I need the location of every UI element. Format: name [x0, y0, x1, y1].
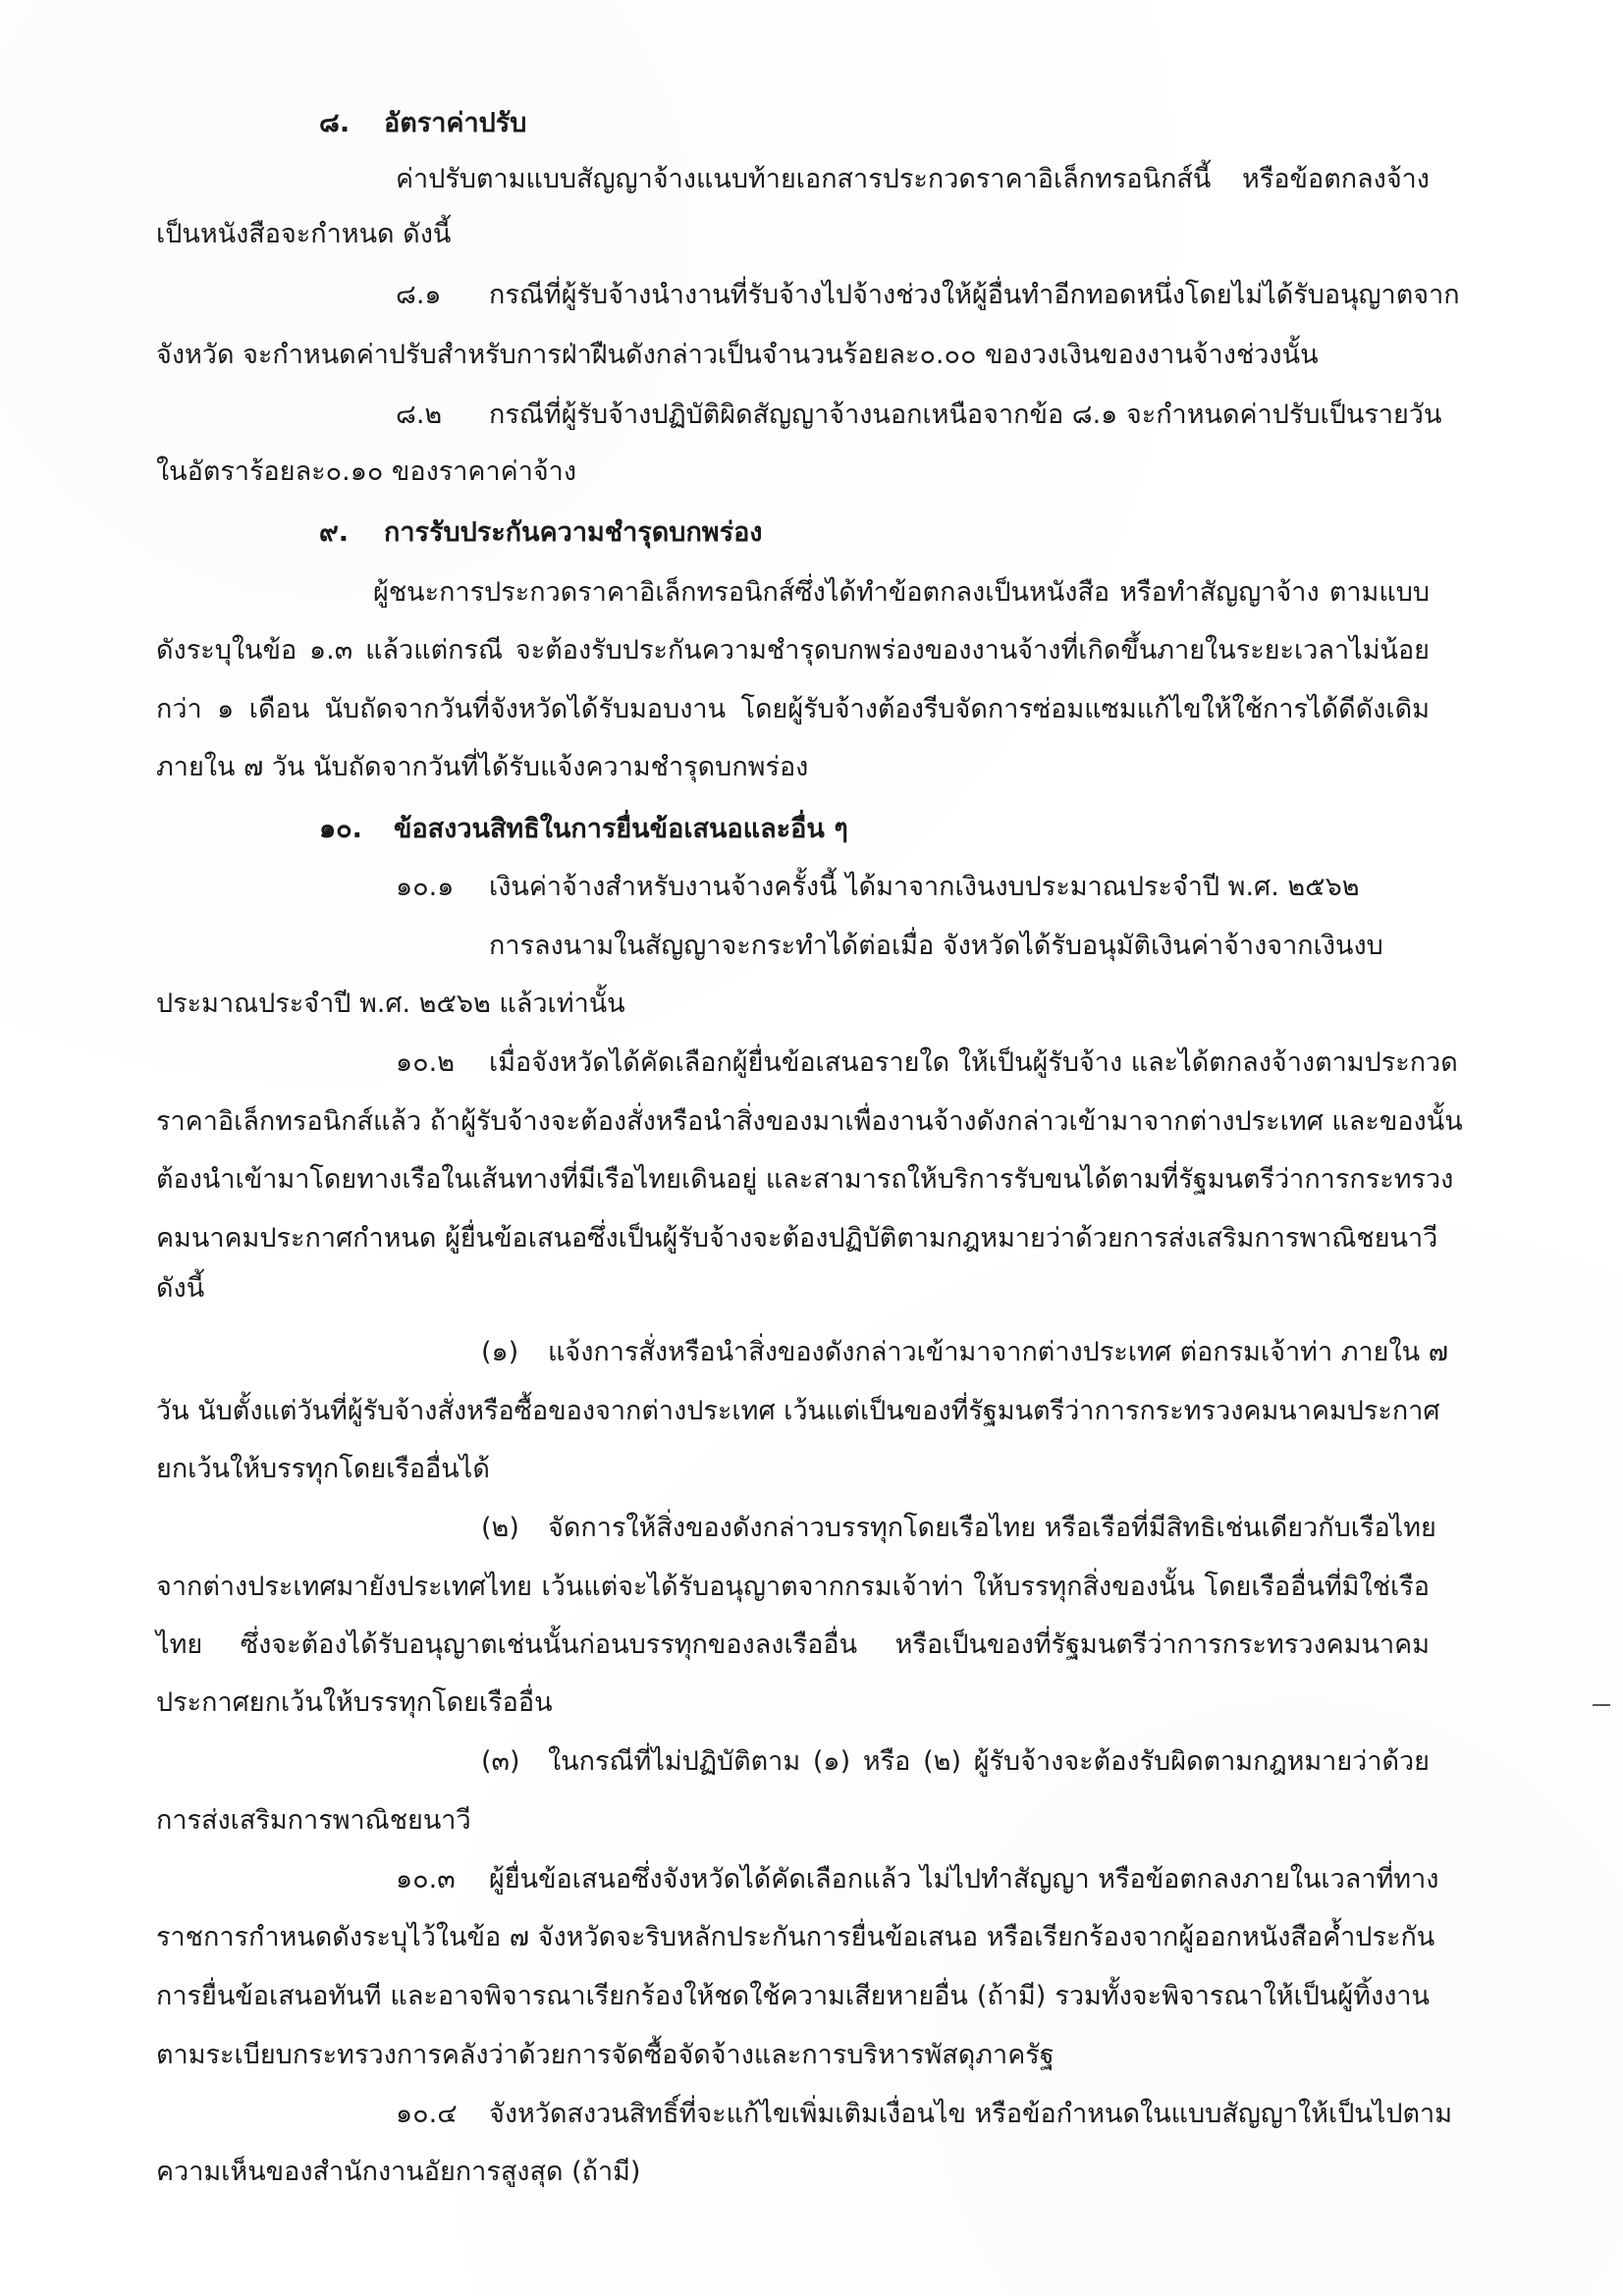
clause-8-1-line-1: กรณีที่ผู้รับจ้างนำงานที่รับจ้างไปจ้างช่วงให้ผู้อื่นทำอีกทอดหนึ่งโดยไม่ได้รับอนุญาตจาก	[489, 280, 1460, 310]
clause-10-3-number: ๑๐.๓	[396, 1864, 456, 1895]
clause-10-2-line-5: ดังนี้	[156, 1273, 205, 1304]
section-10-heading	[319, 810, 848, 849]
clause-10-3-line-3: การยื่นข้อเสนอทันที และอาจพิจารณาเรียกร้องให้ชดใช้ความเสียหายอื่น (ถ้ามี) รวมทั้งจะพิจารณาให้เป็นผู้ทิ้งงาน	[156, 1981, 1430, 2011]
section-8-intro-line-1: ค่าปรับตามแบบสัญญาจ้างแนบท้ายเอกสารประกวดราคาอิเล็กทรอนิกส์นี้ หรือข้อตกลงจ้าง	[396, 164, 1430, 194]
clause-10-1-line-3: ประมาณประจำปี พ.ศ. ๒๕๖๒ แล้วเท่านั้น	[156, 988, 625, 1019]
section-10-title: ข้อสงวนสิทธิในการยื่นข้อเสนอและอื่น ๆ	[394, 814, 848, 844]
item-3-line-2: การส่งเสริมการพาณิชยนาวี	[156, 1805, 471, 1836]
clause-10-1-line-2: การลงนามในสัญญาจะกระทำได้ต่อเมื่อ จังหวัดได้รับอนุมัติเงินค่าจ้างจากเงินงบ	[489, 931, 1383, 961]
section-9-line-3: กว่า ๑ เดือน นับถัดจากวันที่จังหวัดได้รับมอบงาน โดยผู้รับจ้างต้องรีบจัดการซ่อมแซมแก้ไขให้ใช้การได้ดีดังเดิม	[156, 694, 1430, 724]
clause-10-1-line-1: เงินค่าจ้างสำหรับงานจ้างครั้งนี้ ได้มาจากเงินงบประมาณประจำปี พ.ศ. ๒๕๖๒	[489, 872, 1360, 902]
clause-10-2-line-1: เมื่อจังหวัดได้คัดเลือกผู้ยื่นข้อเสนอรายใด ให้เป็นผู้รับจ้าง และได้ตกลงจ้างตามประกวด	[489, 1047, 1458, 1078]
clause-10-2-number: ๑๐.๒	[396, 1047, 455, 1078]
section-9-line-2: ดังระบุในข้อ ๑.๓ แล้วแต่กรณี จะต้องรับประกันความชำรุดบกพร่องของงานจ้างที่เกิดขึ้นภายในระยะเวลาไม่น้อย	[156, 635, 1430, 666]
item-2-line-4: ประกาศยกเว้นให้บรรทุกโดยเรืออื่น	[156, 1687, 553, 1718]
clause-8-2-line-1: กรณีที่ผู้รับจ้างปฏิบัติผิดสัญญาจ้างนอกเหนือจากข้อ ๘.๑ จะกำหนดค่าปรับเป็นรายวัน	[489, 400, 1442, 430]
section-9-line-1: ผู้ชนะการประกวดราคาอิเล็กทรอนิกส์ซึ่งได้ทำข้อตกลงเป็นหนังสือ หรือทำสัญญาจ้าง ตามแบบ	[373, 577, 1430, 608]
item-1-number: (๑)	[481, 1337, 519, 1367]
clause-10-2-line-4: คมนาคมประกาศกำหนด ผู้ยื่นข้อเสนอซึ่งเป็นผู้รับจ้างจะต้องปฏิบัติตามกฎหมายว่าด้วยการส่งเสริมการพาณิชยนาวี	[156, 1223, 1438, 1254]
section-8-intro-line-2: เป็นหนังสือจะกำหนด ดังนี้	[156, 219, 452, 249]
section-9-title: การรับประกันความชำรุดบกพร่อง	[384, 517, 763, 548]
item-3-number: (๓)	[481, 1746, 520, 1777]
clause-10-3-line-4: ตามระเบียบกระทรวงการคลังว่าด้วยการจัดซื้อจัดจ้างและการบริหารพัสดุภาครัฐ	[156, 2040, 1055, 2070]
clause-10-4-line-2: ความเห็นของสำนักงานอัยการสูงสุด (ถ้ามี)	[156, 2157, 641, 2187]
clause-8-2-number: ๘.๒	[396, 400, 443, 430]
item-1-line-2: วัน นับตั้งแต่วันที่ผู้รับจ้างสั่งหรือซื้อของจากต่างประเทศ เว้นแต่เป็นของที่รัฐมนตรีว่าการกระทรวงคมนาคมประกาศ	[156, 1396, 1440, 1426]
clause-10-1-number: ๑๐.๑	[396, 872, 455, 902]
clause-8-1-number: ๘.๑	[396, 280, 442, 310]
item-2-line-2: จากต่างประเทศมายังประเทศไทย เว้นแต่จะได้รับอนุญาตจากกรมเจ้าท่า ให้บรรทุกสิ่งของนั้น โดยเรืออื่นที่มิใช่เรือ	[156, 1572, 1430, 1602]
item-1-line-1: แจ้งการสั่งหรือนำสิ่งของดังกล่าวเข้ามาจากต่างประเทศ ต่อกรมเจ้าท่า ภายใน ๗	[548, 1337, 1449, 1367]
section-9-number: ๙.	[319, 517, 350, 548]
section-9-heading	[319, 513, 763, 553]
section-8-title: อัตราค่าปรับ	[384, 108, 527, 138]
clause-10-2-line-3: ต้องนำเข้ามาโดยทางเรือในเส้นทางที่มีเรือไทยเดินอยู่ และสามารถให้บริการรับขนได้ตามที่รัฐมนตรีว่าการกระทรวง	[156, 1164, 1454, 1195]
scan-margin-mark	[1593, 1704, 1610, 1706]
item-3-line-1: ในกรณีที่ไม่ปฏิบัติตาม (๑) หรือ (๒) ผู้รับจ้างจะต้องรับผิดตามกฎหมายว่าด้วย	[548, 1746, 1430, 1777]
section-8-number: ๘.	[319, 108, 351, 138]
clause-10-4-line-1: จังหวัดสงวนสิทธิ์ที่จะแก้ไขเพิ่มเติมเงื่อนไข หรือข้อกำหนดในแบบสัญญาให้เป็นไปตาม	[489, 2099, 1453, 2129]
item-2-number: (๒)	[481, 1513, 519, 1543]
clause-8-2-line-2: ในอัตราร้อยละ๐.๑๐ ของราคาค่าจ้าง	[156, 456, 577, 487]
section-10-number: ๑๐.	[319, 814, 362, 844]
clause-10-4-number: ๑๐.๔	[396, 2099, 458, 2129]
item-1-line-3: ยกเว้นให้บรรทุกโดยเรืออื่นได้	[156, 1454, 490, 1484]
item-2-line-3: ไทย ซึ่งจะต้องได้รับอนุญาตเช่นนั้นก่อนบรรทุกของลงเรืออื่น หรือเป็นของที่รัฐมนตรีว่าการกระทรวงคมนาคม	[156, 1629, 1430, 1660]
section-9-line-4: ภายใน ๗ วัน นับถัดจากวันที่ได้รับแจ้งความชำรุดบกพร่อง	[156, 752, 809, 782]
clause-8-1-line-2: จังหวัด จะกำหนดค่าปรับสำหรับการฝ่าฝืนดังกล่าวเป็นจำนวนร้อยละ๐.๐๐ ของวงเงินของงานจ้างช่วงนั้น	[156, 340, 1319, 370]
clause-10-3-line-2: ราชการกำหนดดังระบุไว้ในข้อ ๗ จังหวัดจะริบหลักประกันการยื่นข้อเสนอ หรือเรียกร้องจากผู้ออกหนังสือค้ำประกัน	[156, 1922, 1435, 1952]
clause-10-2-line-2: ราคาอิเล็กทรอนิกส์แล้ว ถ้าผู้รับจ้างจะต้องสั่งหรือนำสิ่งของมาเพื่องานจ้างดังกล่าวเข้ามาจากต่างประเทศ และของนั้น	[156, 1106, 1463, 1137]
item-2-line-1: จัดการให้สิ่งของดังกล่าวบรรทุกโดยเรือไทย หรือเรือที่มีสิทธิเช่นเดียวกับเรือไทย	[548, 1513, 1436, 1543]
section-8-heading	[319, 104, 526, 143]
clause-10-3-line-1: ผู้ยื่นข้อเสนอซึ่งจังหวัดได้คัดเลือกแล้ว ไม่ไปทำสัญญา หรือข้อตกลงภายในเวลาที่ทาง	[489, 1864, 1439, 1895]
